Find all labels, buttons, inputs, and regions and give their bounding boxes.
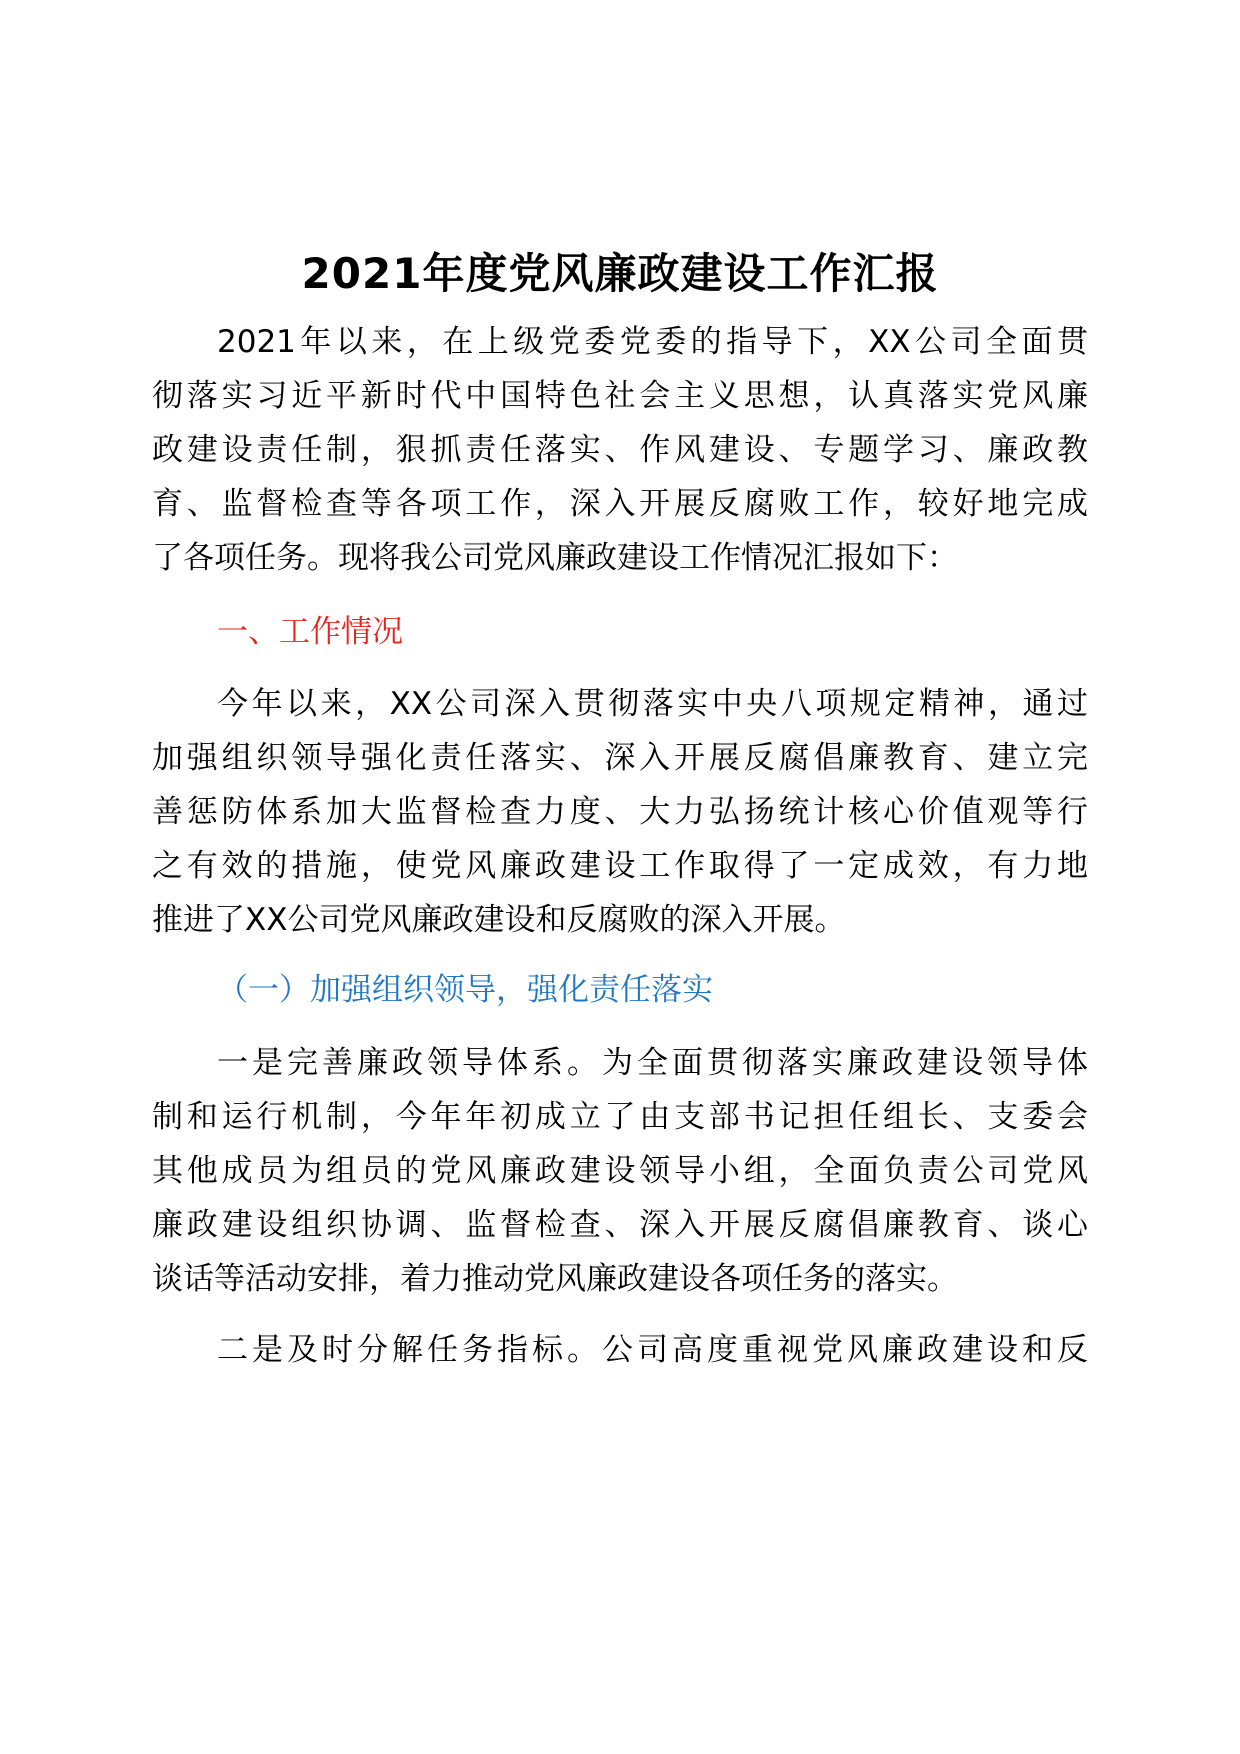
paragraph-line: 廉政建设组织协调、监督检查、深入开展反腐倡廉教育、谈心 xyxy=(152,1207,1088,1243)
paragraph-line: 加强组织领导强化责任落实、深入开展反腐倡廉教育、建立完 xyxy=(152,740,1088,776)
document-title: 2021年度党风廉政建设工作汇报 xyxy=(301,249,939,298)
paragraph-line: 育、监督检查等各项工作，深入开展反腐败工作，较好地完成 xyxy=(152,486,1088,522)
paragraph-line: 善惩防体系加大监督检查力度、大力弘扬统计核心价值观等行 xyxy=(152,794,1088,830)
paragraph-line: 今年以来，XX公司深入贯彻落实中央八项规定精神，通过 xyxy=(217,686,1088,722)
paragraph-line: 制和运行机制，今年年初成立了由支部书记担任组长、支委会 xyxy=(152,1099,1088,1135)
paragraph-line: 二是及时分解任务指标。公司高度重视党风廉政建设和反 xyxy=(217,1332,1088,1368)
paragraph-line: 政建设责任制，狠抓责任落实、作风建设、专题学习、廉政教 xyxy=(152,432,1088,468)
paragraph-line: 2021年以来，在上级党委党委的指导下，XX公司全面贯 xyxy=(217,324,1088,360)
subsection-heading-organization: （一）加强组织领导，强化责任落实 xyxy=(217,972,713,1008)
paragraph-line: 彻落实习近平新时代中国特色社会主义思想，认真落实党风廉 xyxy=(152,378,1088,414)
paragraph-line: 一是完善廉政领导体系。为全面贯彻落实廉政建设领导体 xyxy=(217,1045,1088,1081)
paragraph-line: 了各项任务。现将我公司党风廉政建设工作情况汇报如下： xyxy=(152,540,958,576)
paragraph-line: 之有效的措施，使党风廉政建设工作取得了一定成效，有力地 xyxy=(152,848,1088,884)
paragraph-line: 推进了XX公司党风廉政建设和反腐败的深入开展。 xyxy=(152,902,846,938)
section-heading-work-situation: 一、工作情况 xyxy=(217,614,403,650)
paragraph-line: 谈话等活动安排，着力推动党风廉政建设各项任务的落实。 xyxy=(152,1261,958,1297)
paragraph-line: 其他成员为组员的党风廉政建设领导小组，全面负责公司党风 xyxy=(152,1153,1088,1189)
